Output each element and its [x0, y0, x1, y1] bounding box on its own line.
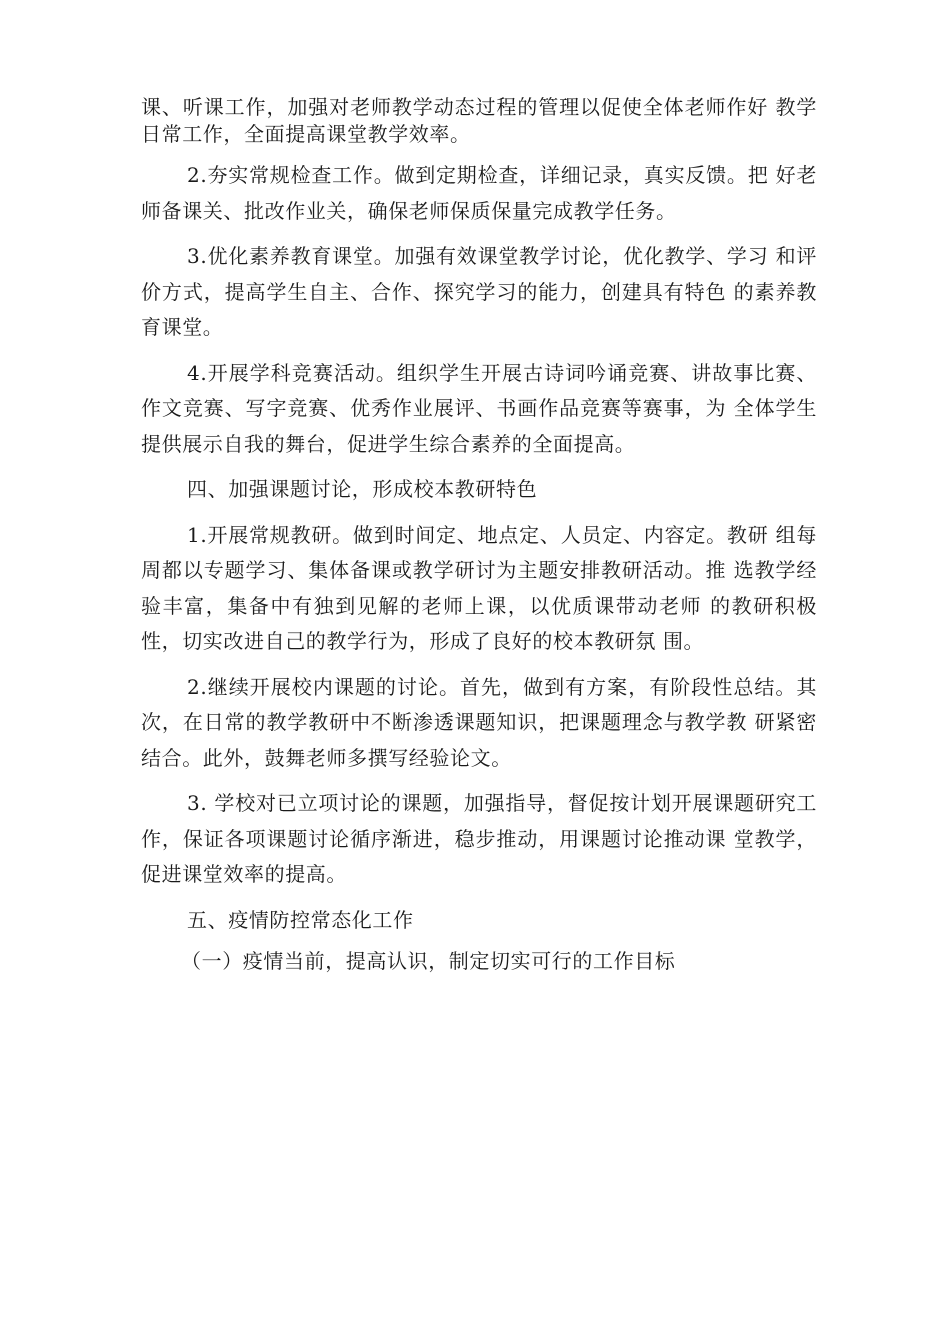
paragraph-item-1-research: 1.开展常规教研。做到时间定、地点定、人员定、内容定。教研 组每周都以专题学习、集体备课或教学研讨为主题安排教研活动。推 选教学经验丰富，集备中有独到见解的老师上课，以优质课带动老师 的教研积极性，切实改进自己的教学行为，形成了良好的校本教研氛 围。 [141, 522, 817, 653]
paragraph-item-3: 3.优化素养教育课堂。加强有效课堂教学讨论，优化教学、学习 和评价方式，提高学生自主、合作、探究学习的能力，创建具有特色 的素养教育课堂。 [141, 244, 817, 339]
paragraph-continuation: 课、听课工作，加强对老师教学动态过程的管理以促使全体老师作好 教学日常工作，全面提高课堂教学效率。 [141, 95, 817, 146]
paragraph-item-2-research: 2.继续开展校内课题的讨论。首先，做到有方案，有阶段性总结。其次，在日常的教学教研中不断渗透课题知识，把课题理念与教学教 研紧密结合。此外，鼓舞老师多撰写经验论文。 [141, 674, 817, 770]
paragraph-item-2: 2.夯实常规检查工作。做到定期检查，详细记录，真实反馈。把 好老师备课关、批改作业关，确保老师保质保量完成教学任务。 [141, 163, 817, 223]
section-heading-5: 五、疫情防控常态化工作 [187, 907, 414, 932]
section-heading-4: 四、加强课题讨论，形成校本教研特色 [187, 477, 538, 501]
paragraph-item-4: 4.开展学科竞赛活动。组织学生开展古诗词吟诵竞赛、讲故事比赛、作文竞赛、写字竞赛、优秀作业展评、书画作品竞赛等赛事，为 全体学生提供展示自我的舞台，促进学生综合素养的全面提高。 [141, 360, 817, 456]
document-page [141, 94, 817, 980]
paragraph-item-3-research: 3. 学校对已立项讨论的课题，加强指导，督促按计划开展课题研究工作，保证各项课题讨论循序渐进，稳步推动，用课题讨论推动课 堂教学，促进课堂效率的提高。 [141, 791, 817, 886]
subsection-heading-1: （一）疫情当前，提高认识，制定切实可行的工作目标 [181, 949, 676, 973]
